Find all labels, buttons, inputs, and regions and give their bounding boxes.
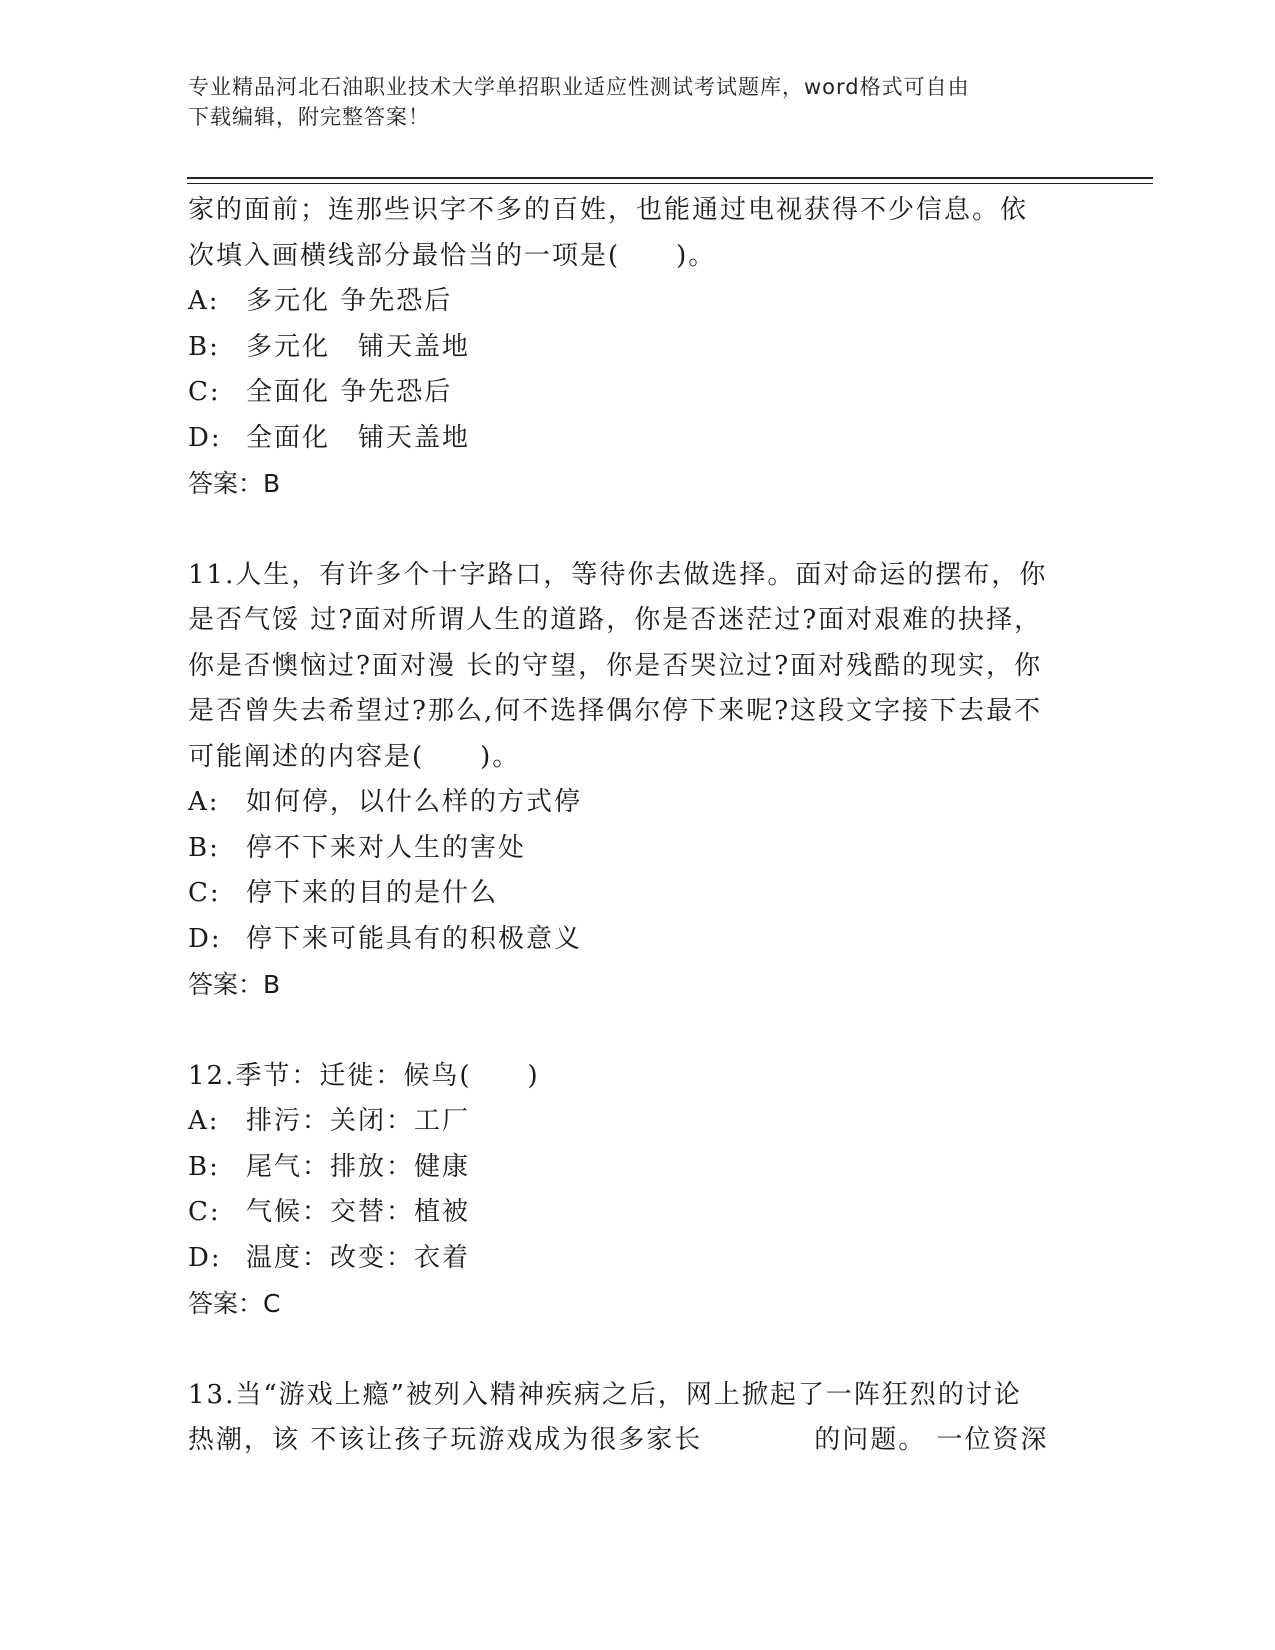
option-letter: A: [188, 1106, 220, 1136]
option-letter: C: [188, 377, 221, 407]
header-line-1: 专业精品河北石油职业技术大学单招职业适应性测试考试题库，word格式可自由 [188, 75, 970, 99]
spacer [188, 507, 1078, 553]
option-letter: A: [188, 286, 220, 316]
option-text: 停不下来对人生的害处 [246, 832, 527, 863]
option-text: 停下来的目的是什么 [246, 878, 499, 908]
option-d [188, 1236, 1078, 1282]
option-letter: D: [188, 1242, 222, 1273]
option-text: 多元化 争先恐后 [246, 286, 453, 316]
question-text-line: 热潮，该 不该让孩子玩游戏成为很多家长 的问题。 一位资深 [188, 1425, 1049, 1455]
question-text-line: 你是否懊恼过?面对漫 长的守望，你是否哭泣过?面对残酷的现实，你 [188, 650, 1043, 681]
question-text-line: 可能阐述的内容是( )。 [188, 741, 521, 772]
option-text: 全面化 争先恐后 [246, 377, 453, 407]
option-text: 如何停，以什么样的方式停 [246, 787, 583, 817]
page-header [188, 72, 1068, 132]
option-a [188, 780, 1078, 826]
question-text-line: 家的面前；连那些识字不多的百姓，也能通过电视获得不少信息。依 [188, 195, 1029, 225]
header-rule-thin [187, 183, 1153, 184]
question-10 [188, 188, 1078, 507]
header-line-2: 下载编辑，附完整答案！ [188, 105, 430, 129]
option-text: 气候：交替：植被 [246, 1197, 471, 1227]
option-d [188, 416, 1078, 462]
option-text: 尾气：排放：健康 [246, 1151, 471, 1182]
answer-line: 答案：B [188, 469, 281, 498]
option-text: 排污：关闭：工厂 [246, 1106, 471, 1136]
option-letter: D: [188, 923, 222, 954]
option-letter: B: [188, 1151, 220, 1182]
option-c [188, 871, 1078, 917]
option-b [188, 325, 1078, 371]
question-text-line: 12.季节：迁徙：候鸟( ) [188, 1060, 540, 1091]
option-c [188, 1190, 1078, 1236]
option-text: 全面化 铺天盖地 [246, 422, 471, 453]
option-text: 停下来可能具有的积极意义 [246, 923, 583, 954]
question-text-line: 是否气馁 过?面对所谓人生的道路，你是否迷茫过?面对艰难的抉择， [188, 605, 1043, 635]
question-11 [188, 553, 1078, 1008]
question-12 [188, 1054, 1078, 1327]
option-a [188, 279, 1078, 325]
option-text: 多元化 铺天盖地 [246, 331, 471, 362]
option-d [188, 917, 1078, 963]
option-letter: B: [188, 331, 220, 362]
question-text-line: 13.当“游戏上瘾”被列入精神疾病之后，网上掀起了一阵狂烈的讨论 [188, 1379, 1022, 1410]
question-text-line: 是否曾失去希望过?那么,何不选择偶尔停下来呢?这段文字接下去最不 [188, 696, 1043, 726]
question-text-line: 11.人生，有许多个十字路口，等待你去做选择。面对命运的摆布，你 [188, 559, 1048, 590]
header-rule-thick [187, 177, 1153, 179]
spacer [188, 1327, 1078, 1373]
document-body [188, 188, 1078, 1464]
question-13 [188, 1373, 1078, 1464]
option-letter: B: [188, 832, 220, 863]
option-c [188, 370, 1078, 416]
option-b [188, 826, 1078, 872]
option-letter: C: [188, 878, 221, 908]
spacer [188, 1008, 1078, 1054]
answer-line: 答案：B [188, 970, 281, 999]
option-letter: C: [188, 1197, 221, 1227]
option-a [188, 1099, 1078, 1145]
option-b [188, 1145, 1078, 1191]
question-text-line: 次填入画横线部分最恰当的一项是( )。 [188, 240, 717, 271]
option-letter: D: [188, 422, 222, 453]
option-letter: A: [188, 787, 220, 817]
answer-line: 答案：C [188, 1289, 281, 1318]
option-text: 温度：改变：衣着 [246, 1242, 471, 1273]
